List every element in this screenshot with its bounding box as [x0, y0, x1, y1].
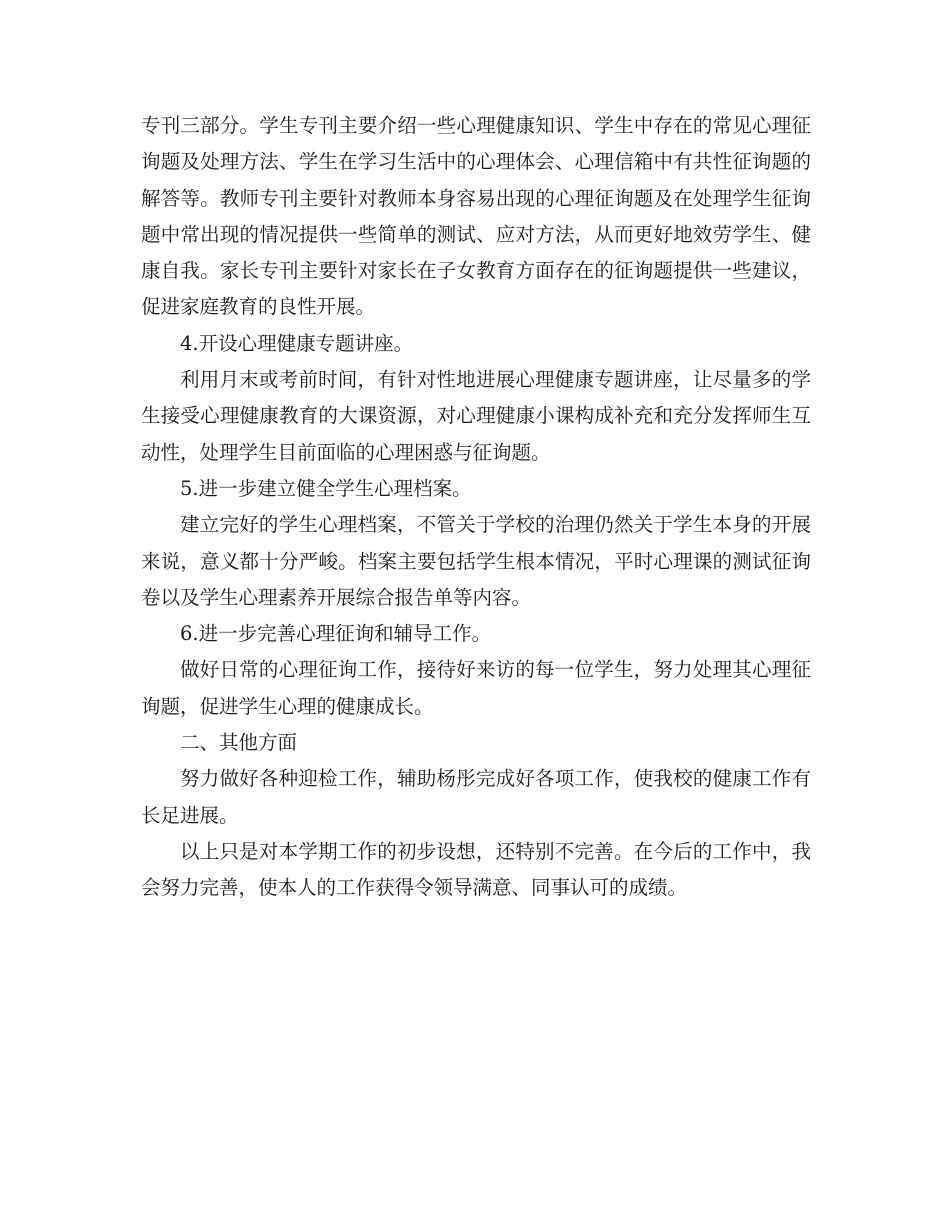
- paragraph-conclusion: 以上只是对本学期工作的初步设想，还特别不完善。在今后的工作中，我会努力完善，使本人的工作获得令领导满意、同事认可的成绩。: [141, 839, 811, 900]
- paragraph-other: 努力做好各种迎检工作，辅助杨彤完成好各项工作，使我校的健康工作有长足进展。: [141, 767, 811, 827]
- paragraph-lectures: 利用月末或考前时间，有针对性地进展心理健康专题讲座，让尽量多的学生接受心理健康教育的大课资源，对心理健康小课构成补充和充分发挥师生互动性，处理学生目前面临的心理困惑与征询题。: [141, 368, 811, 464]
- paragraph-special-issues: 专刊三部分。学生专刊主要介绍一些心理健康知识、学生中存在的常见心理征询题及处理方法、学生在学习生活中的心理体会、心理信箱中有共性征询题的解答等。教师专刊主要针对教师本身容易出现的心理征询题及在处理学生征询题中常出现的情况提供一些简单的测试、应对方法，从而更好地效劳学生、健康自我。家长专刊主要针对家长在子女教育方面存在的征询题提供一些建议，促进家庭教育的良性开展。: [141, 114, 811, 319]
- paragraph-counseling: 做好日常的心理征询工作，接待好来访的每一位学生，努力处理其心理征询题，促进学生心理的健康成长。: [141, 658, 811, 718]
- heading-item-5-archives: 5.进一步建立健全学生心理档案。: [180, 476, 472, 500]
- heading-item-4-lectures: 4.开设心理健康专题讲座。: [180, 331, 414, 355]
- document-body: [141, 108, 811, 907]
- paragraph-archives: 建立完好的学生心理档案，不管关于学校的治理仍然关于学生本身的开展来说，意义都十分严峻。档案主要包括学生根本情况，平时心理课的测试征询卷以及学生心理素养开展综合报告单等内容。: [141, 513, 811, 609]
- heading-item-6-counseling: 6.进一步完善心理征询和辅导工作。: [180, 622, 492, 646]
- heading-section-other: 二、其他方面: [180, 731, 298, 755]
